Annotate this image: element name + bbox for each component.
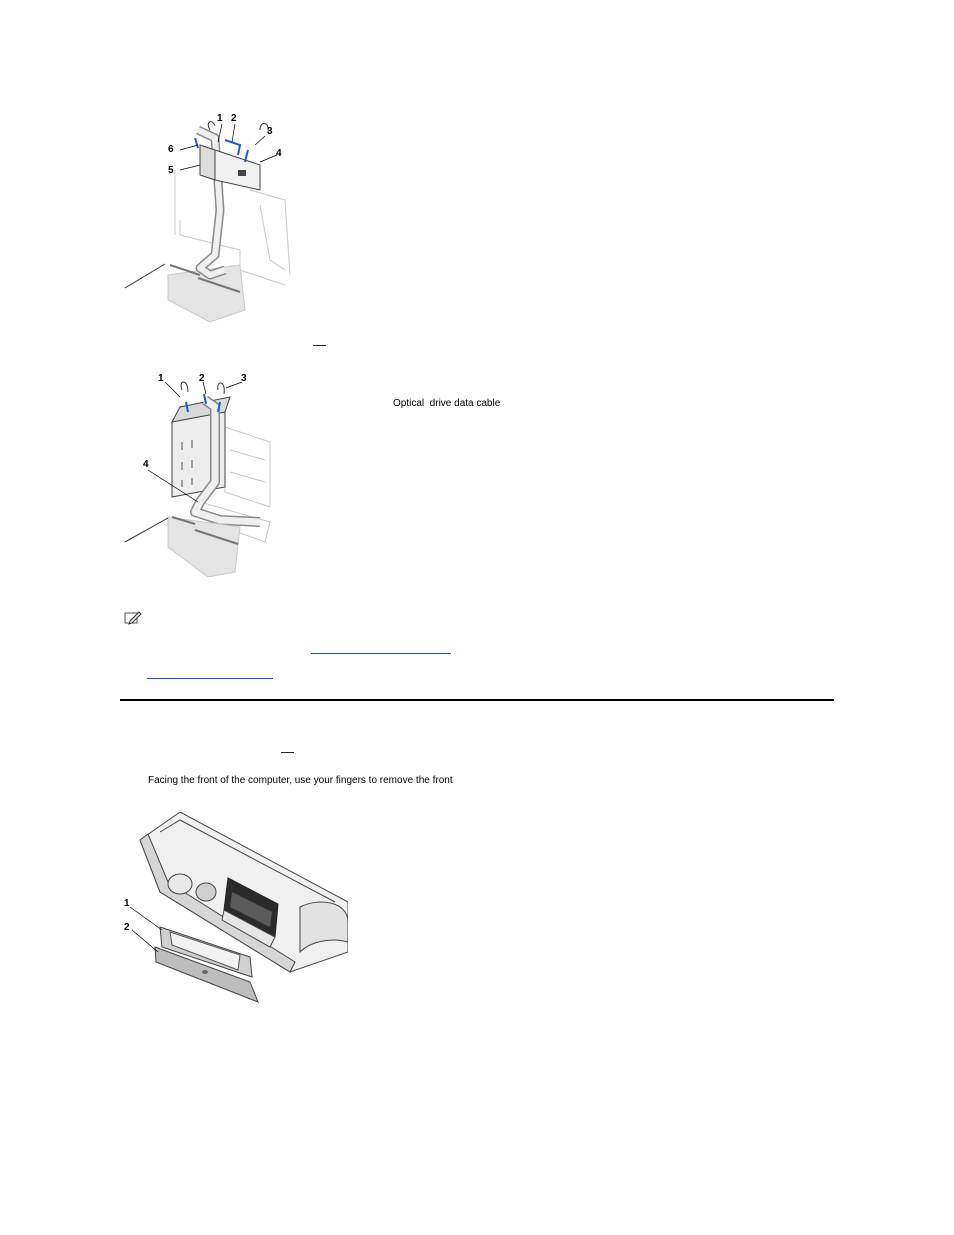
- fig2-callout-2: 2: [199, 373, 205, 384]
- fig3-callout-1: 1: [124, 898, 130, 909]
- fig1-callout-4: 4: [276, 148, 282, 159]
- dash-separator-2: —: [281, 744, 294, 759]
- fig1-callout-5: 5: [168, 165, 174, 176]
- cross-reference-link-2[interactable]: [147, 678, 273, 679]
- fig1-callout-3: 3: [267, 126, 273, 137]
- figure3-illustration: [120, 812, 348, 1007]
- section-divider: [120, 699, 834, 701]
- instruction-text: Facing the front of the computer, use your fingers to remove the front: [148, 775, 453, 786]
- note-pencil-icon: [124, 611, 142, 625]
- fig1-callout-1: 1: [217, 113, 223, 124]
- figure2-illustration: [120, 372, 280, 577]
- fig1-callout-6: 6: [168, 144, 174, 155]
- cross-reference-link-1[interactable]: [311, 653, 451, 654]
- legend-optical-drive-data-cable: Optical drive data cable: [393, 398, 501, 409]
- fig2-callout-1: 1: [158, 373, 164, 384]
- fig1-callout-2: 2: [231, 113, 237, 124]
- fig2-callout-3: 3: [241, 373, 247, 384]
- figure1-illustration: [120, 110, 300, 325]
- dash-separator: —: [313, 337, 326, 352]
- fig3-callout-2: 2: [124, 922, 130, 933]
- fig2-callout-4: 4: [143, 459, 149, 470]
